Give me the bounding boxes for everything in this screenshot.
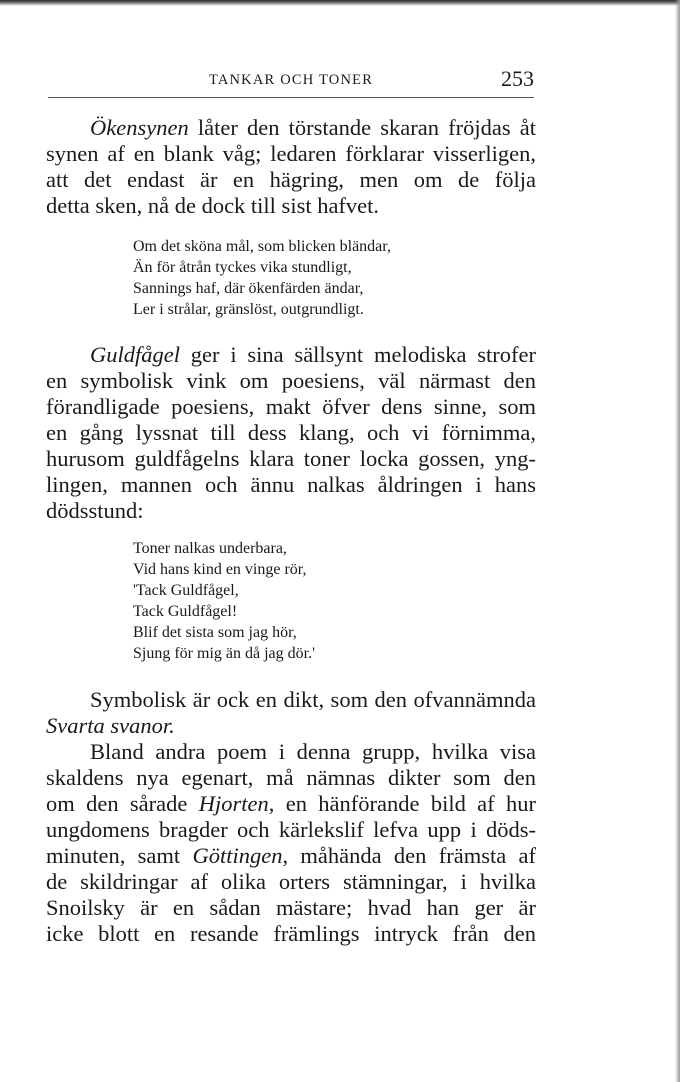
verse-line: Än för åtrån tyckes vika stundligt, bbox=[133, 259, 352, 276]
line-text: minuten, samt bbox=[46, 843, 193, 868]
text-line: en gång lyssnat till dess klang, och vi förnimma, bbox=[46, 420, 536, 445]
text-line: Bland andra poem i denna grupp, hvilka visa bbox=[90, 739, 536, 764]
verse-quotation-1 bbox=[133, 236, 391, 320]
text-line bbox=[46, 713, 536, 739]
text-line: Symbolisk är ock en dikt, som den ofvannämnda bbox=[90, 687, 536, 712]
running-head bbox=[48, 66, 534, 96]
line-text: låter den törstande skaran fröjdas åt bbox=[188, 115, 536, 140]
scan-edge-right bbox=[675, 0, 680, 1082]
text-line: hurusom guldfågelns klara toner locka gossen, yng- bbox=[46, 446, 536, 471]
verse-line: Om det sköna mål, som blicken bländar, bbox=[133, 238, 391, 255]
text-line: Snoilsky är en sådan mästare; hvad han ger är bbox=[46, 895, 536, 920]
verse-line: Ler i strålar, gränslöst, outgrundligt. bbox=[133, 301, 364, 318]
scan-edge-top bbox=[0, 0, 680, 6]
verse-line: Vid hans kind en vinge rör, bbox=[133, 561, 307, 578]
text-line bbox=[46, 791, 536, 817]
verse-line: Tack Guldfågel! bbox=[133, 603, 238, 620]
text-line: icke blott en resande främlings intryck från den bbox=[46, 921, 536, 946]
paragraph-guldfagel bbox=[46, 342, 536, 524]
verse-line: Blif det sista som jag hör, bbox=[133, 624, 297, 641]
header-rule bbox=[48, 97, 534, 98]
text-line: en symbolisk vink om poesiens, väl närmast den bbox=[46, 368, 536, 393]
line-text: , måhända den främsta af bbox=[282, 843, 536, 868]
work-title: Hjorten bbox=[198, 791, 269, 816]
text-line bbox=[46, 843, 536, 869]
text-line: detta sken, nå de dock till sist hafvet. bbox=[46, 193, 380, 218]
work-title: Svarta svanor. bbox=[46, 713, 175, 738]
verse-line: 'Tack Guldfågel, bbox=[133, 582, 239, 599]
verse-line: Sannings haf, där ökenfärden ändar, bbox=[133, 280, 364, 297]
verse-line: Toner nalkas underbara, bbox=[133, 540, 287, 557]
page-number: 253 bbox=[501, 66, 534, 91]
paragraph-symbolisk bbox=[46, 687, 536, 739]
text-line: synen af en blank våg; ledaren förklarar visserligen, bbox=[46, 141, 536, 166]
text-line: lingen, mannen och ännu nalkas åldringen i hans bbox=[46, 472, 536, 497]
verse-quotation-2 bbox=[133, 538, 315, 664]
text-line bbox=[46, 342, 536, 368]
verse-line: Sjung för mig än då jag dör.' bbox=[133, 645, 315, 662]
text-line: att det endast är en hägring, men om de följa bbox=[46, 167, 536, 192]
text-line: de skildringar af olika orters stämningar, i hvilka bbox=[46, 869, 536, 894]
work-title: Ökensynen bbox=[90, 115, 189, 140]
paragraph-bland-andra bbox=[46, 739, 536, 947]
text-line: ungdomens bragder och kärlekslif lefva upp i döds- bbox=[46, 817, 536, 842]
text-line: skaldens nya egenart, må nämnas dikter som den bbox=[46, 765, 536, 790]
work-title: Guldfågel bbox=[90, 342, 180, 367]
line-text: om den sårade bbox=[46, 791, 199, 816]
line-text: ger i sina sällsynt melodiska strofer bbox=[180, 342, 536, 367]
work-title: Göttingen bbox=[192, 843, 283, 868]
text-line bbox=[46, 115, 536, 141]
running-title: TANKAR OCH TONER bbox=[208, 72, 374, 88]
text-line: förandligade poesiens, makt öfver dens sinne, som bbox=[46, 394, 536, 419]
line-text: , en hänförande bild af hur bbox=[268, 791, 536, 816]
paragraph-okensynen bbox=[46, 115, 536, 219]
text-line: dödsstund: bbox=[46, 498, 144, 523]
